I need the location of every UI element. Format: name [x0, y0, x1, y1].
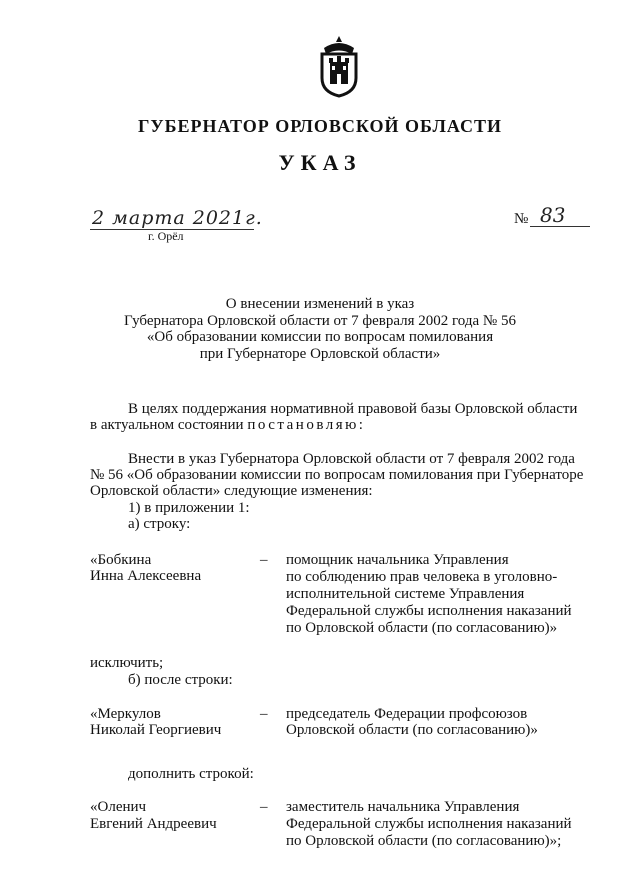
item-1: 1) в приложении 1: — [128, 500, 250, 516]
entry-name: «Меркулов — [90, 706, 161, 722]
issuing-authority: ГУБЕРНАТОР ОРЛОВСКОЙ ОБЛАСТИ — [137, 116, 503, 136]
coat-of-arms-icon — [316, 34, 362, 98]
preamble-line: В целях поддержания нормативной правовой базы Орловской области — [128, 401, 578, 417]
entry-name: Инна Алексеевна — [90, 568, 202, 584]
entry-name: Евгений Андреевич — [90, 816, 217, 832]
entry-dash: – — [260, 799, 268, 815]
preamble-line — [90, 417, 365, 434]
title-line: «Об образовании комиссии по вопросам помилования — [146, 329, 494, 345]
entry-position-line: по Орловской области (по согласованию)» — [286, 620, 558, 636]
entry-dash: – — [260, 706, 268, 722]
body-line: Орловской области» следующие изменения: — [90, 483, 373, 499]
entry-position-line: Орловской области (по согласованию)» — [286, 722, 538, 738]
document-title — [0, 296, 640, 362]
city: г. Орёл — [148, 229, 184, 243]
entry-position-line: по Орловской области (по согласованию)»; — [286, 833, 562, 849]
document-type: УКАЗ — [278, 150, 362, 175]
entry-dash: – — [260, 552, 268, 568]
append-text: дополнить строкой: — [128, 766, 254, 782]
entry-position-line: заместитель начальника Управления — [286, 799, 520, 815]
entry-position-line: Федеральной службы исполнения наказаний — [286, 816, 572, 832]
entry-position-line: Федеральной службы исполнения наказаний — [286, 603, 572, 619]
title-line: при Губернаторе Орловской области» — [199, 345, 441, 362]
body-line: № 56 «Об образовании комиссии по вопросам помилования при Губернаторе — [90, 467, 584, 483]
entry-name: «Оленич — [90, 799, 147, 815]
entry-position-line: председатель Федерации профсоюзов — [286, 706, 528, 722]
title-line: О внесении изменений в указ — [225, 296, 415, 312]
number-label: № — [514, 211, 529, 227]
entry-name: Николай Георгиевич — [90, 722, 222, 738]
preamble-text: в актуальном состоянии — [90, 417, 244, 433]
entry-position-line: по соблюдению прав человека в уголовно- — [286, 569, 558, 585]
exclude-text: исключить; — [90, 655, 164, 671]
entry-position-line: помощник начальника Управления — [286, 552, 509, 568]
handwritten-number: 83 — [540, 203, 566, 227]
resolve-word: постановляю: — [247, 417, 366, 433]
body-line: Внести в указ Губернатора Орловской области от 7 февраля 2002 года — [128, 451, 575, 467]
entry-name: «Бобкина — [90, 552, 152, 568]
title-line: Губернатора Орловской области от 7 февраля 2002 года № 56 — [124, 312, 516, 329]
entry-position-line: исполнительной системе Управления — [286, 586, 525, 602]
handwritten-date: 2 марта 2021г. — [92, 207, 263, 229]
number-underline — [530, 226, 590, 227]
item-b: б) после строки: — [128, 672, 233, 688]
item-a: а) строку: — [128, 516, 191, 532]
